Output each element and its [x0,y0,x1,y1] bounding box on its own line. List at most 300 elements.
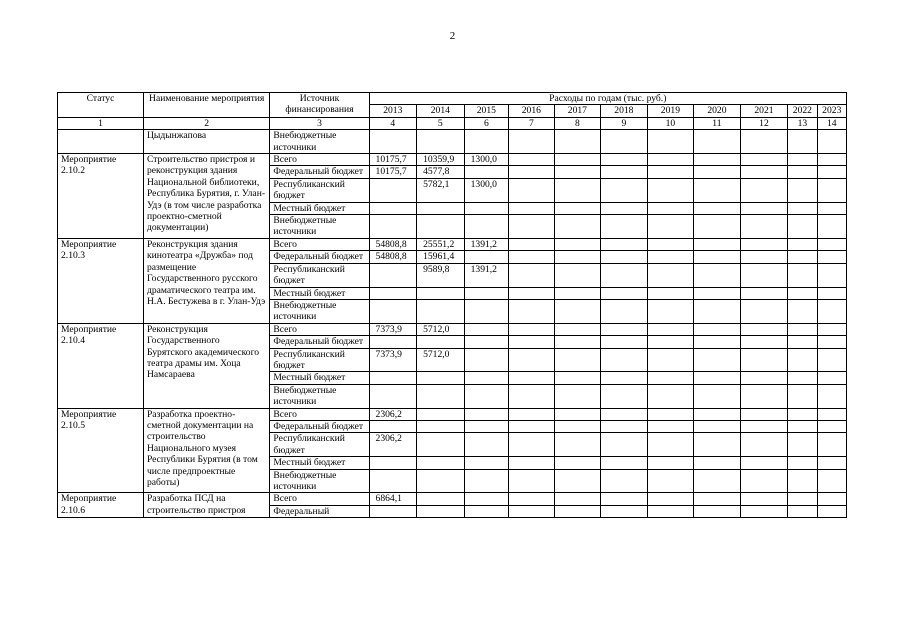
value-cell [509,263,555,287]
value-cell [417,215,465,239]
value-cell [369,202,417,214]
value-cell [694,493,741,505]
value-cell [817,202,846,214]
event-name: Строительство пристроя и реконструкция здания Национальной библиотеки, Республика Бурятия, г. Улан-Удэ (в том числе разработка проектно-сметной документации) [143,154,269,239]
value-cell [647,457,694,469]
value-cell [554,372,601,384]
funding-source: Республиканский бюджет [270,433,369,457]
value-cell [509,336,555,348]
value-cell [694,154,741,166]
column-number: 9 [601,117,648,129]
value-cell [417,130,465,154]
value-cell: 54808,8 [369,238,417,250]
value-cell [694,178,741,202]
funding-source: Всего [270,493,369,505]
year-header: 2014 [417,105,465,117]
value-cell [740,408,788,420]
value-cell: 5782,1 [417,178,465,202]
value-cell [509,457,555,469]
value-cell [509,505,555,517]
column-number: 5 [417,117,465,129]
value-cell [554,384,601,408]
value-cell [554,323,601,335]
event-name: Разработка проектно-сметной документации на строительство Национального музея Республики Бурятия (в том числе предпроектные работы) [143,408,269,493]
value-cell [817,215,846,239]
value-cell [554,505,601,517]
value-cell [817,372,846,384]
year-header: 2019 [647,105,694,117]
value-cell [740,130,788,154]
value-cell [788,178,817,202]
value-cell [788,433,817,457]
value-cell [601,505,648,517]
value-cell [509,433,555,457]
value-cell [647,263,694,287]
value-cell [464,336,509,348]
value-cell [817,299,846,323]
value-cell [647,202,694,214]
column-number: 1 [58,117,144,129]
value-cell [647,505,694,517]
value-cell [417,505,465,517]
value-cell [817,130,846,154]
value-cell [694,263,741,287]
value-cell [464,299,509,323]
value-cell [464,372,509,384]
value-cell [601,372,648,384]
value-cell [554,154,601,166]
value-cell [740,202,788,214]
value-cell [554,348,601,372]
value-cell [509,202,555,214]
value-cell [647,238,694,250]
value-cell [817,433,846,457]
value-cell [740,457,788,469]
value-cell [464,130,509,154]
value-cell [369,263,417,287]
value-cell [509,238,555,250]
value-cell [417,420,465,432]
value-cell [369,384,417,408]
funding-source: Внебюджетные источники [270,469,369,493]
value-cell [369,336,417,348]
value-cell [509,166,555,178]
value-cell [369,287,417,299]
event-name: Реконструкция Государственного Бурятского академического театра драмы им. Хоца Намсараева [143,323,269,408]
value-cell [464,215,509,239]
value-cell [788,238,817,250]
value-cell: 15961,4 [417,251,465,263]
year-header: 2022 [788,105,817,117]
value-cell: 7373,9 [369,323,417,335]
value-cell [509,178,555,202]
value-cell: 2306,2 [369,408,417,420]
table-row [58,130,847,154]
table-row [58,323,847,335]
funding-source: Внебюджетные источники [270,384,369,408]
value-cell [740,251,788,263]
table-row [58,493,847,505]
value-cell [740,287,788,299]
header-status: Статус [58,93,144,118]
value-cell [740,238,788,250]
value-cell [817,336,846,348]
value-cell [509,299,555,323]
value-cell [788,287,817,299]
event-status: Мероприятие 2.10.5 [58,408,144,493]
value-cell [647,130,694,154]
year-header: 2018 [601,105,648,117]
value-cell [647,215,694,239]
value-cell: 10175,7 [369,154,417,166]
value-cell [554,408,601,420]
value-cell [788,505,817,517]
value-cell [554,166,601,178]
column-number: 10 [647,117,694,129]
value-cell [554,433,601,457]
funding-source: Федеральный бюджет [270,251,369,263]
value-cell: 1300,0 [464,154,509,166]
value-cell [694,505,741,517]
value-cell [464,166,509,178]
value-cell [817,420,846,432]
value-cell [817,384,846,408]
table-row [58,238,847,250]
value-cell [554,263,601,287]
header-name: Наименование мероприятия [143,93,269,118]
year-header: 2023 [817,105,846,117]
column-number: 11 [694,117,741,129]
funding-source: Федеральный бюджет [270,420,369,432]
value-cell [554,336,601,348]
value-cell [509,372,555,384]
value-cell [554,299,601,323]
value-cell [509,154,555,166]
value-cell: 1300,0 [464,178,509,202]
value-cell [464,408,509,420]
year-header: 2015 [464,105,509,117]
value-cell [817,238,846,250]
value-cell [647,154,694,166]
value-cell [788,215,817,239]
value-cell [647,469,694,493]
value-cell [509,348,555,372]
value-cell [647,287,694,299]
value-cell [788,251,817,263]
value-cell [554,420,601,432]
page-number: 2 [449,30,456,42]
value-cell [694,384,741,408]
value-cell [554,202,601,214]
value-cell [788,323,817,335]
value-cell [788,469,817,493]
value-cell [788,457,817,469]
funding-source: Внебюджетные источники [270,130,369,154]
value-cell [788,420,817,432]
value-cell [554,215,601,239]
value-cell [369,299,417,323]
value-cell [817,457,846,469]
value-cell [369,130,417,154]
value-cell [417,372,465,384]
value-cell [464,433,509,457]
value-cell [554,469,601,493]
value-cell [417,202,465,214]
value-cell [647,336,694,348]
value-cell [554,251,601,263]
value-cell: 1391,2 [464,263,509,287]
value-cell [694,166,741,178]
column-numbers-row [58,117,847,129]
value-cell [694,433,741,457]
value-cell [369,178,417,202]
value-cell [369,457,417,469]
value-cell [554,493,601,505]
value-cell [788,154,817,166]
funding-source: Всего [270,154,369,166]
value-cell [817,287,846,299]
value-cell [817,166,846,178]
value-cell [788,493,817,505]
value-cell [417,336,465,348]
table-row [58,408,847,420]
value-cell [509,408,555,420]
value-cell [417,299,465,323]
value-cell [554,178,601,202]
value-cell [694,469,741,493]
value-cell [464,420,509,432]
value-cell [464,505,509,517]
value-cell [694,348,741,372]
value-cell [647,323,694,335]
value-cell [647,433,694,457]
value-cell [601,251,648,263]
value-cell [417,469,465,493]
funding-source: Местный бюджет [270,457,369,469]
value-cell [694,420,741,432]
value-cell [509,469,555,493]
value-cell [601,130,648,154]
funding-source: Республиканский бюджет [270,263,369,287]
value-cell: 2306,2 [369,433,417,457]
value-cell: 1391,2 [464,238,509,250]
column-number: 4 [369,117,417,129]
year-header: 2016 [509,105,555,117]
value-cell [509,384,555,408]
value-cell [647,384,694,408]
value-cell [740,154,788,166]
value-cell [817,263,846,287]
value-cell [464,348,509,372]
year-header: 2021 [740,105,788,117]
value-cell [554,130,601,154]
funding-source: Федеральный [270,505,369,517]
value-cell [509,323,555,335]
year-header: 2013 [369,105,417,117]
budget-table [57,92,847,518]
column-number: 7 [509,117,555,129]
value-cell [817,251,846,263]
value-cell [694,408,741,420]
value-cell [417,433,465,457]
value-cell [788,299,817,323]
value-cell [740,433,788,457]
status-cell [58,130,144,154]
value-cell: 5712,0 [417,323,465,335]
funding-source: Всего [270,408,369,420]
value-cell [601,336,648,348]
value-cell [647,493,694,505]
funding-source: Местный бюджет [270,287,369,299]
value-cell: 10175,7 [369,166,417,178]
value-cell [601,154,648,166]
value-cell [509,215,555,239]
value-cell [740,166,788,178]
value-cell [601,238,648,250]
column-number: 3 [270,117,369,129]
value-cell [740,299,788,323]
value-cell [509,420,555,432]
event-status: Мероприятие 2.10.3 [58,238,144,323]
value-cell [601,178,648,202]
event-name: Разработка ПСД на строительство пристроя [143,493,269,518]
value-cell [554,238,601,250]
value-cell [601,215,648,239]
value-cell [601,299,648,323]
value-cell [369,505,417,517]
event-name: Цыдынжапова [143,130,269,154]
value-cell [740,263,788,287]
value-cell [740,178,788,202]
value-cell [601,348,648,372]
value-cell [788,202,817,214]
value-cell [647,166,694,178]
header-row [58,93,847,105]
value-cell [647,299,694,323]
value-cell [817,323,846,335]
value-cell [788,408,817,420]
value-cell [464,251,509,263]
event-status: Мероприятие 2.10.4 [58,323,144,408]
funding-source: Республиканский бюджет [270,178,369,202]
value-cell [647,408,694,420]
funding-source: Республиканский бюджет [270,348,369,372]
value-cell [740,493,788,505]
value-cell [694,251,741,263]
funding-source: Внебюджетные источники [270,215,369,239]
value-cell [369,420,417,432]
value-cell [601,384,648,408]
value-cell [554,287,601,299]
funding-source: Всего [270,238,369,250]
value-cell [647,178,694,202]
value-cell [740,372,788,384]
value-cell [817,178,846,202]
value-cell: 9589,8 [417,263,465,287]
value-cell [647,420,694,432]
event-name: Реконструкция здания кинотеатра «Дружба» под размещение Государственного русского драматического театра им. Н.А. Бестужева в г. Улан-Удэ [143,238,269,323]
value-cell [694,130,741,154]
value-cell [369,372,417,384]
value-cell [694,336,741,348]
value-cell [464,384,509,408]
value-cell [694,215,741,239]
header-expenses: Расходы по годам (тыс. руб.) [369,93,846,105]
table-row [58,154,847,166]
value-cell [740,420,788,432]
value-cell [817,493,846,505]
value-cell: 10359,9 [417,154,465,166]
column-number: 6 [464,117,509,129]
value-cell [464,202,509,214]
value-cell [694,202,741,214]
value-cell [464,457,509,469]
value-cell [601,433,648,457]
column-number: 8 [554,117,601,129]
value-cell [740,336,788,348]
value-cell [647,251,694,263]
value-cell [788,336,817,348]
value-cell [417,287,465,299]
value-cell [694,323,741,335]
value-cell [817,348,846,372]
column-number: 14 [817,117,846,129]
value-cell [601,166,648,178]
value-cell [694,238,741,250]
value-cell [788,130,817,154]
value-cell [788,263,817,287]
value-cell [740,323,788,335]
value-cell [817,408,846,420]
value-cell: 6864,1 [369,493,417,505]
column-number: 2 [143,117,269,129]
value-cell [601,263,648,287]
value-cell [817,469,846,493]
value-cell [509,130,555,154]
value-cell: 54808,8 [369,251,417,263]
year-header: 2017 [554,105,601,117]
value-cell [740,469,788,493]
value-cell [464,469,509,493]
value-cell [464,323,509,335]
funding-source: Местный бюджет [270,372,369,384]
funding-source: Федеральный бюджет [270,166,369,178]
value-cell [554,457,601,469]
event-status: Мероприятие 2.10.6 [58,493,144,518]
column-number: 12 [740,117,788,129]
value-cell [740,384,788,408]
value-cell [601,469,648,493]
value-cell: 4577,8 [417,166,465,178]
value-cell [601,493,648,505]
value-cell [817,154,846,166]
value-cell [417,457,465,469]
value-cell [417,384,465,408]
funding-source: Всего [270,323,369,335]
value-cell [509,287,555,299]
value-cell [417,408,465,420]
value-cell [740,215,788,239]
value-cell [788,166,817,178]
value-cell [694,299,741,323]
header-source: Источник финансирования [270,93,369,118]
value-cell [509,251,555,263]
value-cell: 25551,2 [417,238,465,250]
year-header: 2020 [694,105,741,117]
value-cell [694,372,741,384]
value-cell [464,287,509,299]
value-cell [788,372,817,384]
